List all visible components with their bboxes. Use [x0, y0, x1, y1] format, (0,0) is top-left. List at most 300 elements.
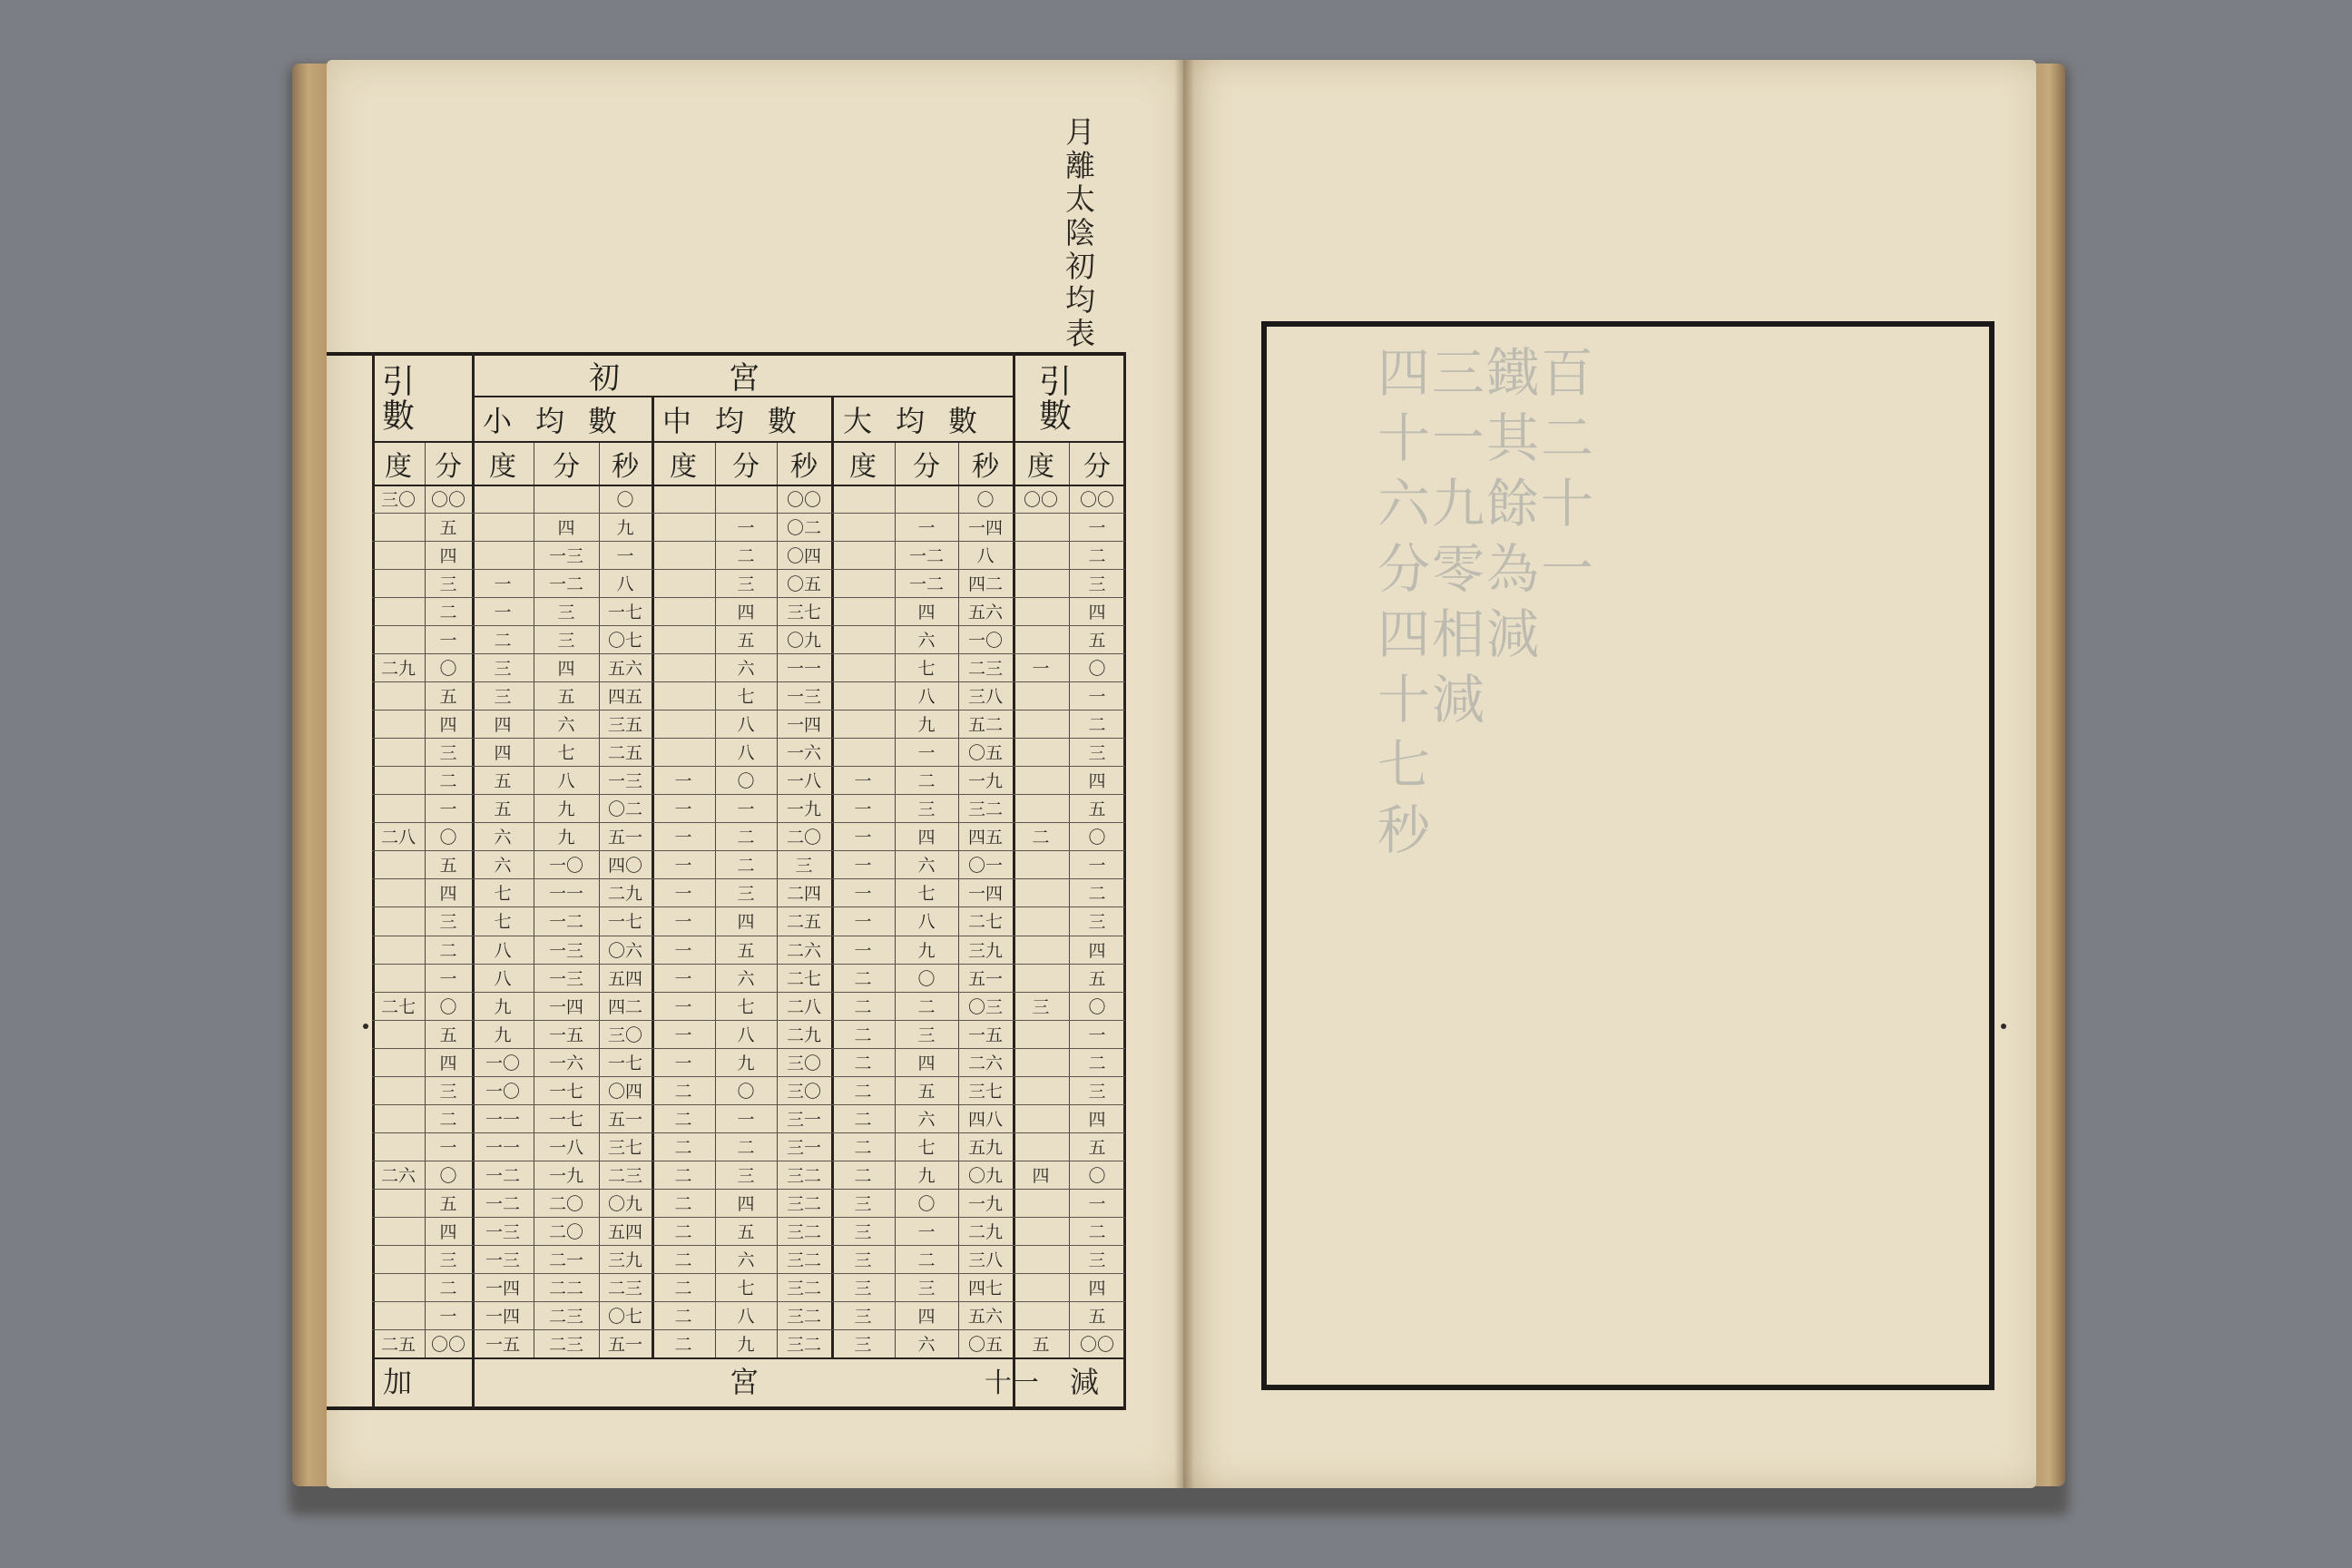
table-cell: 五六	[607, 659, 642, 679]
table-cell: 二	[1032, 828, 1050, 848]
table-cell: 一七	[607, 912, 642, 932]
table-cell: 六	[737, 659, 755, 679]
table-cell: 六	[557, 715, 575, 735]
table-cell: 三〇	[607, 1025, 642, 1045]
grid-horizontal-rule	[372, 1301, 1125, 1302]
table-cell: 〇〇	[786, 490, 821, 510]
grid-horizontal-rule	[372, 1076, 1125, 1077]
grid-horizontal-rule	[372, 653, 1125, 654]
table-cell: 四七	[967, 1279, 1003, 1298]
table-cell: 六	[494, 856, 512, 876]
table-cell: 一二	[485, 1166, 520, 1186]
table-cell: 三九	[607, 1250, 642, 1270]
table-cell: 三	[494, 659, 512, 679]
running-title: 月離太陰初均表	[1061, 116, 1096, 351]
argument-unit-subheading: 分	[435, 451, 462, 483]
table-cell: 三	[439, 574, 457, 594]
table-cell: 七	[917, 884, 936, 904]
table-cell: 〇九	[967, 1166, 1003, 1186]
table-cell: 〇七	[607, 1307, 642, 1327]
table-cell: 七	[557, 743, 575, 763]
table-cell: 〇九	[786, 631, 821, 651]
table-bottom-rule	[327, 1406, 1125, 1410]
table-cell: 二六	[380, 1166, 416, 1186]
table-cell: 三	[1032, 997, 1050, 1017]
table-cell: 一	[917, 743, 936, 763]
table-cell: 三八	[967, 1250, 1003, 1270]
table-cell: 一	[737, 1110, 755, 1130]
table-cell: 一七	[548, 1110, 583, 1130]
table-cell: 二六	[786, 941, 821, 961]
unit-subheading: 分	[732, 451, 760, 483]
table-cell: 八	[737, 1025, 755, 1045]
grid-horizontal-rule	[372, 738, 1125, 739]
table-cell: 三	[439, 1250, 457, 1270]
table-cell: 二七	[786, 969, 821, 989]
table-cell: 七	[737, 997, 755, 1017]
table-cell: 一	[439, 631, 457, 651]
table-cell: 〇四	[607, 1082, 642, 1102]
table-cell: 〇七	[607, 631, 642, 651]
table-cell: 四五	[607, 687, 642, 707]
table-cell: 一	[737, 799, 755, 819]
table-cell: 二	[439, 1110, 457, 1130]
palace-heading: 初宮	[589, 359, 868, 397]
footer-palace-label: 宮	[729, 1365, 759, 1399]
table-cell: 三一	[786, 1138, 821, 1158]
table-cell: 二	[674, 1138, 692, 1158]
table-cell: 五六	[967, 1307, 1003, 1327]
grid-horizontal-rule	[372, 441, 1125, 443]
table-cell: 二	[439, 1279, 457, 1298]
grid-horizontal-rule	[372, 513, 1125, 514]
table-cell: 五六	[967, 603, 1003, 622]
grid-horizontal-rule	[372, 1048, 1125, 1049]
table-cell: 二	[854, 1054, 872, 1073]
table-cell: 三	[1088, 1250, 1106, 1270]
show-through-text: 百二十一	[1532, 345, 1593, 606]
argument-unit-subheading: 分	[1083, 451, 1111, 483]
table-cell: 二	[854, 969, 872, 989]
table-cell: 一	[1088, 1194, 1106, 1214]
table-cell: 八	[737, 743, 755, 763]
table-cell: 四	[917, 1054, 936, 1073]
equation-group-heading: 小均數	[482, 404, 641, 438]
table-cell: 〇〇	[430, 1335, 466, 1355]
table-cell: 〇	[737, 1082, 755, 1102]
table-cell: 〇	[439, 659, 457, 679]
argument-unit-subheading: 度	[385, 451, 412, 483]
table-cell: 二二	[548, 1279, 583, 1298]
table-cell: 三二	[786, 1279, 821, 1298]
table-cell: 四	[1088, 1110, 1106, 1130]
table-cell: 三七	[607, 1138, 642, 1158]
table-cell: 八	[917, 912, 936, 932]
table-cell: 一四	[548, 997, 583, 1017]
table-cell: 三八	[967, 687, 1003, 707]
table-cell: 二	[674, 1222, 692, 1242]
table-cell: 〇九	[607, 1194, 642, 1214]
table-cell: 六	[917, 1110, 936, 1130]
table-cell: 八	[976, 546, 995, 566]
table-cell: 九	[737, 1054, 755, 1073]
table-cell: 〇一	[967, 856, 1003, 876]
table-cell: 二	[1088, 1054, 1106, 1073]
table-cell: 一三	[548, 969, 583, 989]
table-cell: 四	[1088, 941, 1106, 961]
table-cell: 五	[737, 941, 755, 961]
table-cell: 五	[439, 518, 457, 538]
table-cell: 一	[674, 969, 692, 989]
table-cell: 五	[1088, 1138, 1106, 1158]
grid-horizontal-rule	[372, 1329, 1125, 1330]
table-cell: 二	[854, 997, 872, 1017]
table-cell: 四	[1032, 1166, 1050, 1186]
table-cell: 一	[494, 574, 512, 594]
table-cell: 七	[737, 687, 755, 707]
table-cell: 一〇	[485, 1054, 520, 1073]
table-cell: 四	[557, 659, 575, 679]
table-cell: 二三	[967, 659, 1003, 679]
table-cell: 二	[674, 1166, 692, 1186]
table-cell: 五二	[967, 715, 1003, 735]
table-cell: 六	[917, 856, 936, 876]
table-cell: 三二	[967, 799, 1003, 819]
table-cell: 一八	[548, 1138, 583, 1158]
table-cell: 二	[674, 1110, 692, 1130]
grid-horizontal-rule	[372, 822, 1125, 823]
page-mark-dot	[2001, 1024, 2006, 1029]
table-cell: 二	[439, 941, 457, 961]
table-cell: 四二	[967, 574, 1003, 594]
table-cell: 〇六	[607, 941, 642, 961]
table-cell: 二	[674, 1194, 692, 1214]
footer-add-label: 加	[382, 1365, 412, 1399]
table-cell: 四	[439, 715, 457, 735]
table-cell: 四二	[607, 997, 642, 1017]
grid-horizontal-rule	[372, 1020, 1125, 1021]
table-cell: 〇	[917, 1194, 936, 1214]
table-cell: 二四	[786, 884, 821, 904]
table-cell: 三	[795, 856, 813, 876]
table-cell: 一九	[548, 1166, 583, 1186]
table-cell: 六	[737, 1250, 755, 1270]
table-cell: 四	[439, 1222, 457, 1242]
table-cell: 五	[1032, 1335, 1050, 1355]
footer-palace-number: 十一	[985, 1367, 1039, 1399]
table-cell: 三	[737, 1166, 755, 1186]
table-cell: 〇	[1088, 828, 1106, 848]
footer-subtract-label: 減	[1069, 1365, 1099, 1399]
table-cell: 五	[1088, 799, 1106, 819]
table-cell: 二	[674, 1250, 692, 1270]
table-cell: 一三	[607, 771, 642, 791]
table-cell: 二	[917, 997, 936, 1017]
table-cell: 八	[737, 1307, 755, 1327]
table-cell: 〇	[439, 1166, 457, 1186]
table-cell: 五	[737, 1222, 755, 1242]
table-cell: 二七	[967, 912, 1003, 932]
table-cell: 一	[854, 884, 872, 904]
table-cell: 三一	[786, 1110, 821, 1130]
table-cell: 二	[737, 1138, 755, 1158]
table-cell: 九	[917, 1166, 936, 1186]
table-cell: 二	[737, 546, 755, 566]
table-cell: 一	[1088, 856, 1106, 876]
table-cell: 二	[674, 1279, 692, 1298]
table-cell: 二	[917, 1250, 936, 1270]
table-cell: 一一	[485, 1110, 520, 1130]
table-cell: 一	[439, 969, 457, 989]
right-page-frame	[1261, 321, 1994, 1390]
table-cell: 一一	[786, 659, 821, 679]
table-cell: 八	[737, 715, 755, 735]
table-cell: 二〇	[548, 1222, 583, 1242]
table-cell: 八	[917, 687, 936, 707]
table-cell: 〇	[1088, 659, 1106, 679]
table-cell: 二五	[786, 912, 821, 932]
table-cell: 五一	[967, 969, 1003, 989]
table-cell: 一二	[548, 574, 583, 594]
grid-horizontal-rule	[372, 992, 1125, 993]
table-cell: 三	[854, 1307, 872, 1327]
table-cell: 五	[1088, 1307, 1106, 1327]
show-through-text: 鐵其餘為減	[1477, 345, 1539, 671]
table-cell: 九	[917, 715, 936, 735]
table-cell: 一	[674, 799, 692, 819]
table-cell: 一〇	[967, 631, 1003, 651]
table-cell: 三	[439, 743, 457, 763]
table-cell: 一六	[786, 743, 821, 763]
table-cell: 三	[1088, 743, 1106, 763]
table-cell: 三二	[786, 1335, 821, 1355]
table-cell: 五	[494, 771, 512, 791]
table-cell: 一九	[786, 799, 821, 819]
grid-horizontal-rule	[372, 681, 1125, 682]
table-cell: 一四	[786, 715, 821, 735]
table-cell: 四	[557, 518, 575, 538]
show-through-text: 三一九零相減	[1423, 345, 1485, 737]
table-cell: 三二	[786, 1222, 821, 1242]
table-cell: 一	[1032, 659, 1050, 679]
table-cell: 一一	[548, 884, 583, 904]
table-cell: 二	[737, 828, 755, 848]
table-cell: 二五	[607, 743, 642, 763]
table-cell: 六	[494, 828, 512, 848]
grid-horizontal-rule	[372, 1273, 1125, 1274]
table-cell: 四八	[967, 1110, 1003, 1130]
grid-horizontal-rule	[372, 766, 1125, 767]
unit-subheading: 分	[913, 451, 940, 483]
table-cell: 四	[917, 828, 936, 848]
table-cell: 四	[1088, 771, 1106, 791]
grid-horizontal-rule	[372, 794, 1125, 795]
table-cell: 三九	[967, 941, 1003, 961]
table-cell: 〇五	[967, 1335, 1003, 1355]
argument-unit-subheading: 度	[1027, 451, 1054, 483]
grid-horizontal-rule	[372, 485, 1125, 486]
grid-horizontal-rule	[372, 1189, 1125, 1190]
table-cell: 一	[917, 1222, 936, 1242]
table-cell: 二	[494, 631, 512, 651]
table-cell: 五	[917, 1082, 936, 1102]
table-cell: 一二	[908, 574, 944, 594]
table-cell: 九	[917, 941, 936, 961]
table-cell: 一	[917, 518, 936, 538]
table-cell: 一	[674, 828, 692, 848]
table-cell: 〇五	[967, 743, 1003, 763]
grid-horizontal-rule	[472, 396, 1013, 397]
table-cell: 一三	[786, 687, 821, 707]
table-cell: 二〇	[786, 828, 821, 848]
table-cell: 五	[439, 1025, 457, 1045]
table-cell: 三	[854, 1335, 872, 1355]
argument-heading-right: 引數	[1034, 364, 1072, 433]
table-cell: 九	[494, 1025, 512, 1045]
table-cell: 五一	[607, 1335, 642, 1355]
table-cell: 一	[439, 1307, 457, 1327]
table-cell: 一	[854, 771, 872, 791]
table-cell: 一	[674, 941, 692, 961]
table-cell: 四	[1088, 1279, 1106, 1298]
table-cell: 一七	[607, 603, 642, 622]
table-cell: 四	[439, 1054, 457, 1073]
table-cell: 七	[494, 912, 512, 932]
table-cell: 四	[737, 912, 755, 932]
table-cell: 二八	[380, 828, 416, 848]
table-cell: 一四	[485, 1307, 520, 1327]
grid-horizontal-rule	[372, 541, 1125, 542]
table-cell: 三	[854, 1222, 872, 1242]
table-cell: 〇	[976, 490, 995, 510]
table-cell: 〇三	[967, 997, 1003, 1017]
table-cell: 一	[674, 997, 692, 1017]
unit-subheading: 度	[849, 451, 877, 483]
table-cell: 五九	[967, 1138, 1003, 1158]
table-cell: 一	[674, 771, 692, 791]
unit-subheading: 度	[489, 451, 516, 483]
table-cell: 一五	[548, 1025, 583, 1045]
table-cell: 〇	[439, 997, 457, 1017]
table-cell: 一三	[485, 1222, 520, 1242]
table-cell: 一	[1088, 687, 1106, 707]
grid-horizontal-rule	[372, 597, 1125, 598]
table-cell: 一九	[967, 1194, 1003, 1214]
table-cell: 九	[616, 518, 634, 538]
equation-group-heading: 大均數	[842, 404, 1001, 438]
table-cell: 〇	[917, 969, 936, 989]
table-cell: 四	[439, 546, 457, 566]
table-cell: 一八	[786, 771, 821, 791]
table-cell: 二九	[967, 1222, 1003, 1242]
table-cell: 〇	[439, 828, 457, 848]
table-cell: 五	[737, 631, 755, 651]
table-cell: 一	[854, 941, 872, 961]
table-cell: 三五	[607, 715, 642, 735]
table-cell: 二	[439, 603, 457, 622]
table-cell: 〇四	[786, 546, 821, 566]
table-cell: 一	[494, 603, 512, 622]
table-cell: 二九	[786, 1025, 821, 1045]
table-cell: 五	[557, 687, 575, 707]
table-cell: 五	[494, 799, 512, 819]
table-cell: 五	[439, 1194, 457, 1214]
table-cell: 四	[737, 1194, 755, 1214]
unit-subheading: 秒	[612, 451, 639, 483]
table-cell: 二六	[967, 1054, 1003, 1073]
table-cell: 一	[737, 518, 755, 538]
table-cell: 一	[674, 856, 692, 876]
table-cell: 一二	[908, 546, 944, 566]
table-cell: 七	[737, 1279, 755, 1298]
table-cell: 四五	[967, 828, 1003, 848]
grid-horizontal-rule	[372, 1104, 1125, 1105]
table-cell: 二三	[548, 1307, 583, 1327]
table-cell: 一	[616, 546, 634, 566]
table-cell: 八	[616, 574, 634, 594]
table-cell: 一	[674, 1054, 692, 1073]
table-cell: 九	[557, 799, 575, 819]
table-cell: 五四	[607, 1222, 642, 1242]
table-cell: 三	[917, 1025, 936, 1045]
table-cell: 一二	[548, 912, 583, 932]
table-cell: 四	[439, 884, 457, 904]
table-cell: 一〇	[548, 856, 583, 876]
table-cell: 五	[439, 856, 457, 876]
grid-horizontal-rule	[372, 1217, 1125, 1218]
table-cell: 三	[557, 603, 575, 622]
table-cell: 一四	[967, 884, 1003, 904]
table-cell: 三二	[786, 1194, 821, 1214]
table-cell: 三	[854, 1194, 872, 1214]
table-cell: 〇〇	[1023, 490, 1058, 510]
table-cell: 一	[1088, 1025, 1106, 1045]
table-cell: 三	[854, 1279, 872, 1298]
table-cell: 三	[917, 1279, 936, 1298]
table-cell: 一〇	[485, 1082, 520, 1102]
table-cell: 一	[854, 799, 872, 819]
table-cell: 一	[439, 1138, 457, 1158]
grid-horizontal-rule	[372, 625, 1125, 626]
table-cell: 二	[674, 1082, 692, 1102]
table-cell: 二	[439, 771, 457, 791]
table-cell: 四	[494, 715, 512, 735]
table-cell: 二	[917, 771, 936, 791]
table-cell: 二	[1088, 715, 1106, 735]
table-cell: 〇二	[607, 799, 642, 819]
table-cell: 四	[917, 1307, 936, 1327]
table-cell: 二	[854, 1110, 872, 1130]
table-cell: 七	[494, 884, 512, 904]
grid-horizontal-rule	[372, 906, 1125, 907]
table-cell: 一	[674, 912, 692, 932]
table-cell: 三	[439, 1082, 457, 1102]
table-cell: 五一	[607, 828, 642, 848]
table-cell: 三	[854, 1250, 872, 1270]
table-cell: 二三	[548, 1335, 583, 1355]
unit-subheading: 度	[670, 451, 697, 483]
table-cell: 二	[674, 1307, 692, 1327]
table-cell: 二七	[380, 997, 416, 1017]
table-cell: 一	[674, 1025, 692, 1045]
grid-horizontal-rule	[372, 964, 1125, 965]
table-cell: 二三	[607, 1279, 642, 1298]
grid-horizontal-rule	[372, 878, 1125, 879]
table-cell: 〇五	[786, 574, 821, 594]
table-cell: 二	[854, 1166, 872, 1186]
table-cell: 一七	[548, 1082, 583, 1102]
argument-heading-left: 引數	[377, 364, 415, 433]
